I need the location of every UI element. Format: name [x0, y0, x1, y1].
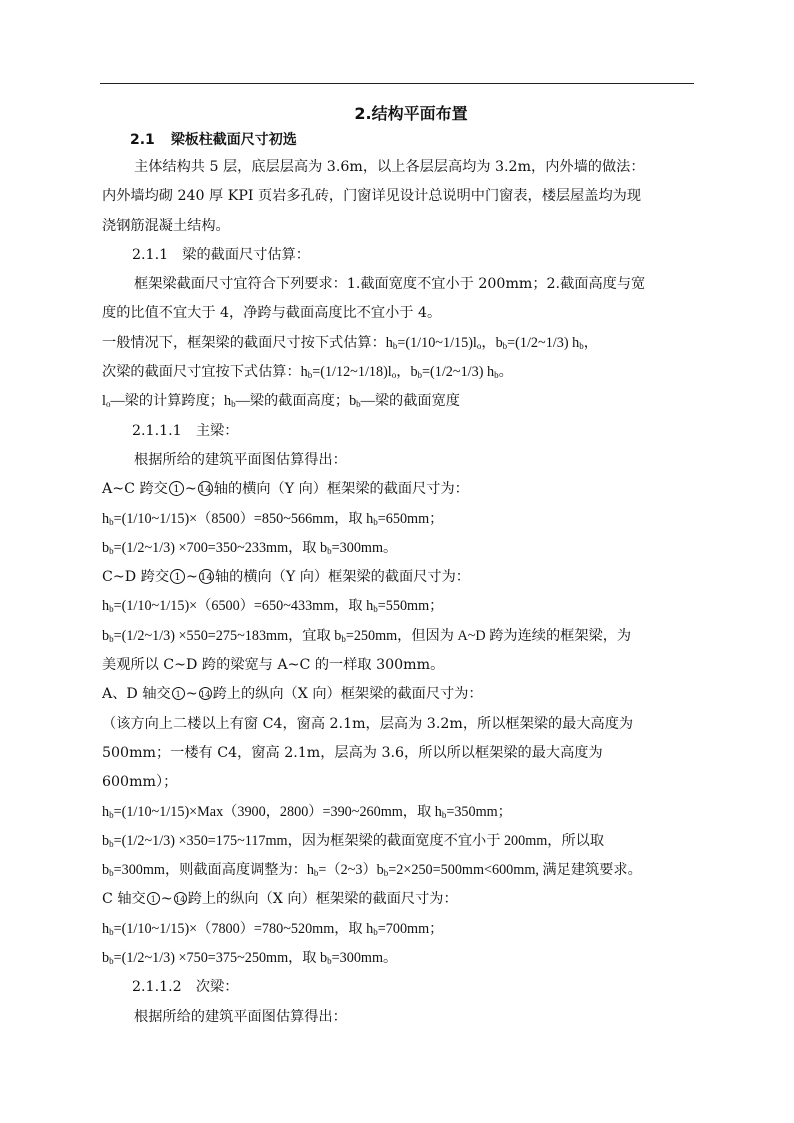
subsection-2-1-1: 2.1.1 梁的截面尺寸估算：: [132, 246, 310, 263]
long-beam-ad-height: $h_b=(1/10\sim 1/15)\times Max(3900$，2800）=390~260mm，取 $h_b=350mm$；: [102, 803, 512, 820]
para-requirements-2: 度的比值不宜大于 4，净跨与截面高度比不宜小于 4。: [102, 305, 442, 322]
axis-circle-14: 14: [199, 569, 214, 584]
section-heading: [102, 127, 694, 153]
subsection-main-beam: 2.1.1.1 主梁：: [132, 422, 239, 439]
symbol-legend: $l_o—$梁的计算跨度；$h_b—$梁的截面高度；$b_b—$梁的截面宽度: [102, 393, 460, 410]
header-rule: [100, 83, 694, 84]
para-structure-2: 内外墙均砌 240 厚 KPI 页岩多孔砖，门窗详见设计总说明中门窗表，楼层屋盖均为现: [102, 188, 642, 205]
main-beam-ac-height: $h_b=(1/10\sim 1/15)\times(8500)=850\sim 566mm$，取 $h_b=650mm$；: [102, 510, 444, 527]
long-beam-c-height: $h_b=(1/10\sim 1/15)\times(7800)=780\sim 520mm$，取 $h_b=700mm$；: [102, 920, 444, 937]
long-beam-c-width: $b_b=(1/2\sim 1/3)$ ×750=375~250mm，取 $b_b=300mm$。: [102, 950, 398, 967]
axis-circle-1: 1: [169, 481, 184, 496]
document-body: [102, 100, 694, 1032]
para-estimate-intro-2: 根据所给的建筑平面图估算得出：: [134, 1008, 347, 1025]
para-estimate-intro: 根据所给的建筑平面图估算得出：: [134, 451, 347, 468]
formula-secondary-beam: 次梁的截面尺寸宜按下式估算：$h_b=(1/12\sim 1/18)l_o$，$b_b=(1/2\sim 1/3)$ $h_b$。: [102, 364, 513, 381]
long-beam-c-heading: C 轴交 1 ~ 14 跨上的纵向（X 向）框架梁的截面尺寸为：: [102, 891, 458, 908]
para-structure-3: 浇钢筋混凝土结构。: [102, 217, 230, 234]
long-beam-ad-note-3: 600mm）；: [102, 774, 178, 791]
main-beam-cd-note: 美观所以 C~D 跨的梁宽与 A~C 的一样取 300mm。: [102, 657, 445, 674]
main-beam-cd-height: $h_b=(1/10\sim 1/15)\times(6500)=650\sim 433mm$，取 $h_b=550mm$；: [102, 598, 444, 615]
long-beam-ad-width: $b_b=(1/2\sim 1/3)$ ×350=175~117mm，因为框架梁的截面宽度不宜小于 200mm，所以取: [102, 832, 605, 849]
main-beam-ac-heading: A~C 跨交 1 ~ 14 轴的横向（Y 向）框架梁的截面尺寸为：: [102, 481, 469, 498]
long-beam-ad-adjust: $b_b=300mm$，则截面高度调整为：$h_b=(2\sim 3)b_b=2\times 250=500mm<600mm$, 满足建筑要求。: [102, 862, 642, 879]
axis-circle-1: 1: [172, 687, 185, 700]
section-title: 梁板柱截面尺寸初选: [170, 132, 297, 148]
axis-circle-1: 1: [170, 569, 185, 584]
long-beam-ad-note-2: 500mm；一楼有 C4，窗高 2.1m，层高为 3.6，所以所以框架梁的最大高度为: [102, 744, 603, 761]
para-requirements-1: 框架梁截面尺寸宜符合下列要求：1.截面宽度不宜小于 200mm；2.截面高度与宽: [134, 276, 646, 293]
page-title: 2.结构平面布置: [354, 104, 468, 123]
axis-circle-14: 14: [199, 687, 212, 700]
axis-circle-14: 14: [174, 892, 187, 905]
subsection-secondary-beam: 2.1.1.2 次梁：: [132, 979, 239, 996]
formula-frame-beam: 一般情况下，框架梁的截面尺寸按下式估算：$h_b=(1/10\sim 1/15)l_o$，$b_b=(1/2\sim 1/3)$ $h_b$，: [102, 334, 598, 351]
main-beam-cd-heading: C~D 跨交 1 ~ 14 轴的横向（Y 向）框架梁的截面尺寸为：: [102, 569, 470, 586]
section-number: 2.1: [130, 132, 155, 148]
para-structure-1: 主体结构共 5 层，底层层高为 3.6m，以上各层层高均为 3.2m，内外墙的做法：: [134, 159, 645, 175]
long-beam-ad-heading: A、D 轴交 1 ~ 14 跨上的纵向（X 向）框架梁的截面尺寸为：: [102, 686, 483, 703]
main-beam-cd-width: $b_b=(1/2\sim 1/3)$ ×550=275~183mm，宜取 $b_b=250mm$，但因为 A~D 跨为连续的框架梁，为: [102, 627, 632, 644]
axis-circle-1: 1: [147, 892, 160, 905]
main-beam-ac-width: $b_b=(1/2\sim 1/3)$ ×700=350~233mm，取 $b_b=300mm$。: [102, 539, 398, 556]
axis-circle-14: 14: [198, 481, 213, 496]
long-beam-ad-note-1: （该方向上二楼以上有窗 C4，窗高 2.1m，层高为 3.2m，所以框架梁的最大高度为: [102, 715, 634, 732]
